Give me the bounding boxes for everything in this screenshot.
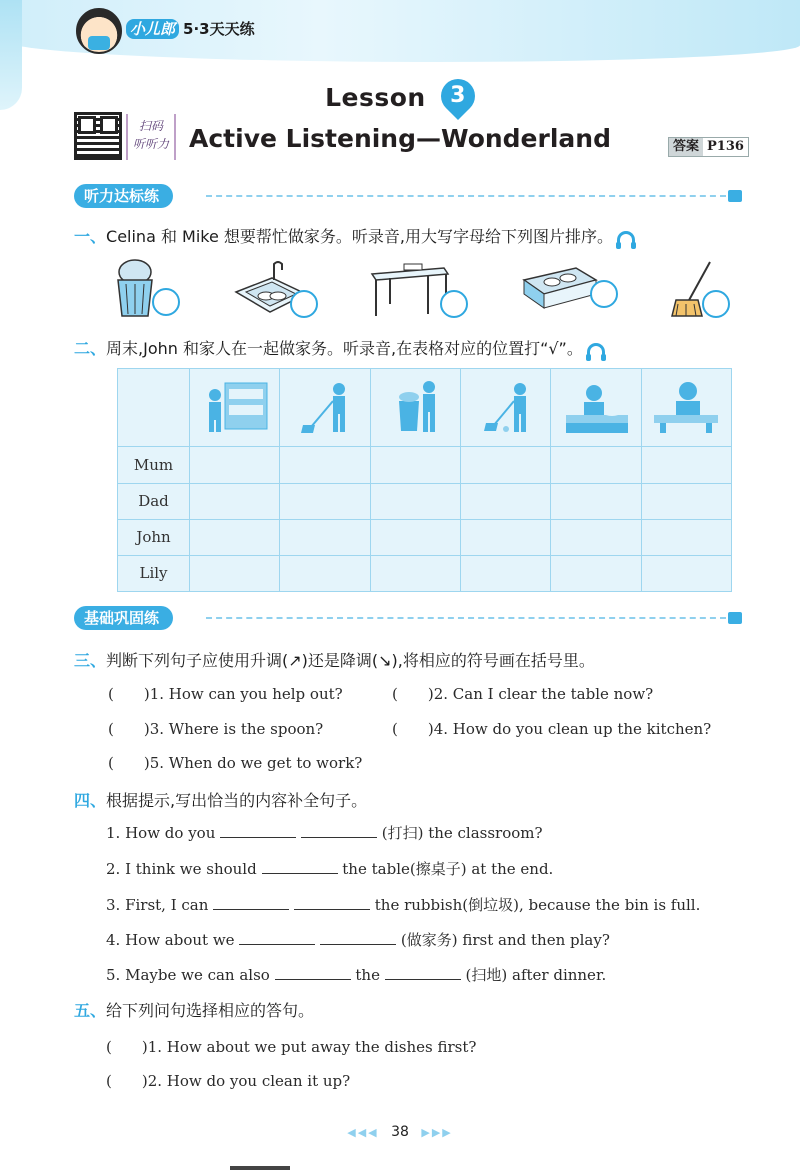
q4-sentence-1: 1. How do you (打扫) the classroom? (106, 824, 543, 842)
tick-cell[interactable] (190, 483, 280, 519)
scan-label: 扫码 听听力 (126, 114, 176, 160)
row-name-mum: Mum (118, 447, 190, 483)
blank-input[interactable] (239, 931, 315, 945)
picture-mop (664, 258, 744, 320)
tick-cell[interactable] (370, 483, 460, 519)
tick-cell[interactable] (370, 519, 460, 555)
tick-cell[interactable] (280, 483, 370, 519)
answer-circle[interactable] (152, 288, 180, 316)
blank-input[interactable] (262, 860, 338, 874)
lesson-number-badge: 3 (434, 72, 482, 120)
chore-icon-sweep-floor (280, 369, 370, 447)
chore-icon-wash-dishes (551, 369, 641, 447)
brand-main: 小儿郎 (126, 19, 179, 39)
headphone-icon[interactable] (587, 343, 605, 357)
tick-cell[interactable] (190, 447, 280, 483)
answer-circle[interactable] (590, 280, 618, 308)
q4-sentence-3: 3. First, I can the rubbish(倒垃圾), because the bin is full. (106, 896, 701, 914)
arrows-left-icon: ◀◀◀ (347, 1126, 379, 1139)
q5-item-1[interactable]: ( )1. How about we put away the dishes first? (106, 1038, 477, 1056)
lesson-word: Lesson (325, 83, 426, 112)
page-title: Active Listening—Wonderland (189, 124, 611, 153)
section-title: 听力达标练 (74, 184, 173, 208)
tick-cell[interactable] (370, 555, 460, 591)
tick-cell[interactable] (551, 519, 641, 555)
section-title: 基础巩固练 (74, 606, 173, 630)
row-name-john: John (118, 519, 190, 555)
blank-input[interactable] (385, 966, 461, 980)
blank-input[interactable] (301, 824, 377, 838)
q5-item-2[interactable]: ( )2. How do you clean it up? (106, 1072, 351, 1090)
q3-item-4[interactable]: ( )4. How do you clean up the kitchen? (392, 720, 712, 738)
chores-table (117, 368, 732, 592)
blank-input[interactable] (213, 896, 289, 910)
q3-item-3[interactable]: ( )3. Where is the spoon? (108, 720, 324, 738)
chore-icon-sweep-floor-2 (460, 369, 550, 447)
table-corner (118, 369, 190, 447)
blank-input[interactable] (320, 931, 396, 945)
tick-cell[interactable] (280, 519, 370, 555)
footer-mark (230, 1166, 290, 1170)
blank-input[interactable] (275, 966, 351, 980)
tick-cell[interactable] (641, 519, 731, 555)
brand-sub: 5·3天天练 (183, 20, 255, 38)
q3-item-2[interactable]: ( )2. Can I clear the table now? (392, 685, 654, 703)
chore-icon-take-out-rubbish (370, 369, 460, 447)
q3-item-5[interactable]: ( )5. When do we get to work? (108, 754, 363, 772)
tick-cell[interactable] (280, 447, 370, 483)
chore-icon-clean-table (641, 369, 731, 447)
tick-cell[interactable] (641, 555, 731, 591)
tick-cell[interactable] (370, 447, 460, 483)
answer-reference (668, 137, 749, 157)
arrows-right-icon: ▶▶▶ (421, 1126, 453, 1139)
tick-cell[interactable] (190, 555, 280, 591)
q4-sentence-2: 2. I think we should the table(擦桌子) at the end. (106, 860, 554, 878)
brand-logo (126, 18, 255, 39)
q4-sentence-4: 4. How about we (做家务) first and then play? (106, 931, 610, 949)
answer-key-label: 答案 (669, 138, 703, 156)
tick-cell[interactable] (460, 555, 550, 591)
q3-item-1[interactable]: ( )1. How can you help out? (108, 685, 343, 703)
picture-rubbish-bin (112, 258, 182, 320)
row-name-lily: Lily (118, 555, 190, 591)
answer-circle[interactable] (290, 290, 318, 318)
picture-table (368, 258, 472, 320)
pencil-icon (728, 190, 742, 202)
mascot-icon (76, 8, 122, 54)
row-name-dad: Dad (118, 483, 190, 519)
q4-sentence-5: 5. Maybe we can also the (扫地) after dinner. (106, 966, 607, 984)
tick-cell[interactable] (641, 483, 731, 519)
answer-circle[interactable] (440, 290, 468, 318)
headphone-icon[interactable] (617, 231, 635, 245)
section-listening (74, 184, 742, 208)
tick-cell[interactable] (641, 447, 731, 483)
section-divider (206, 617, 726, 619)
answer-circle[interactable] (702, 290, 730, 318)
answer-page: P136 (707, 139, 744, 154)
question-3-heading: 三、判断下列句子应使用升调(↗)还是降调(↘),将相应的符号画在括号里。 (74, 651, 595, 670)
tick-cell[interactable] (280, 555, 370, 591)
picture-sink-dishes (232, 258, 320, 320)
tick-cell[interactable] (460, 519, 550, 555)
question-1-heading: 一、Celina 和 Mike 想要帮忙做家务。听录音,用大写字母给下列图片排序。 (74, 224, 635, 247)
tick-cell[interactable] (551, 555, 641, 591)
tick-cell[interactable] (551, 483, 641, 519)
tick-cell[interactable] (460, 483, 550, 519)
section-divider (206, 195, 726, 197)
picture-dishwasher (520, 258, 624, 320)
tick-cell[interactable] (551, 447, 641, 483)
question-5-heading: 五、给下列问句选择相应的答句。 (74, 1001, 315, 1020)
pencil-icon (728, 612, 742, 624)
page-number: ◀◀◀ 38 ▶▶▶ (347, 1124, 453, 1140)
blank-input[interactable] (294, 896, 370, 910)
question-4-heading: 四、根据提示,写出恰当的内容补全句子。 (74, 791, 368, 810)
tick-cell[interactable] (190, 519, 280, 555)
tick-cell[interactable] (460, 447, 550, 483)
lesson-heading (0, 82, 800, 116)
chore-icon-put-away-things (190, 369, 280, 447)
section-basic (74, 606, 742, 630)
question-2-heading: 二、周末,John 和家人在一起做家务。听录音,在表格对应的位置打“√”。 (74, 336, 605, 359)
blank-input[interactable] (220, 824, 296, 838)
